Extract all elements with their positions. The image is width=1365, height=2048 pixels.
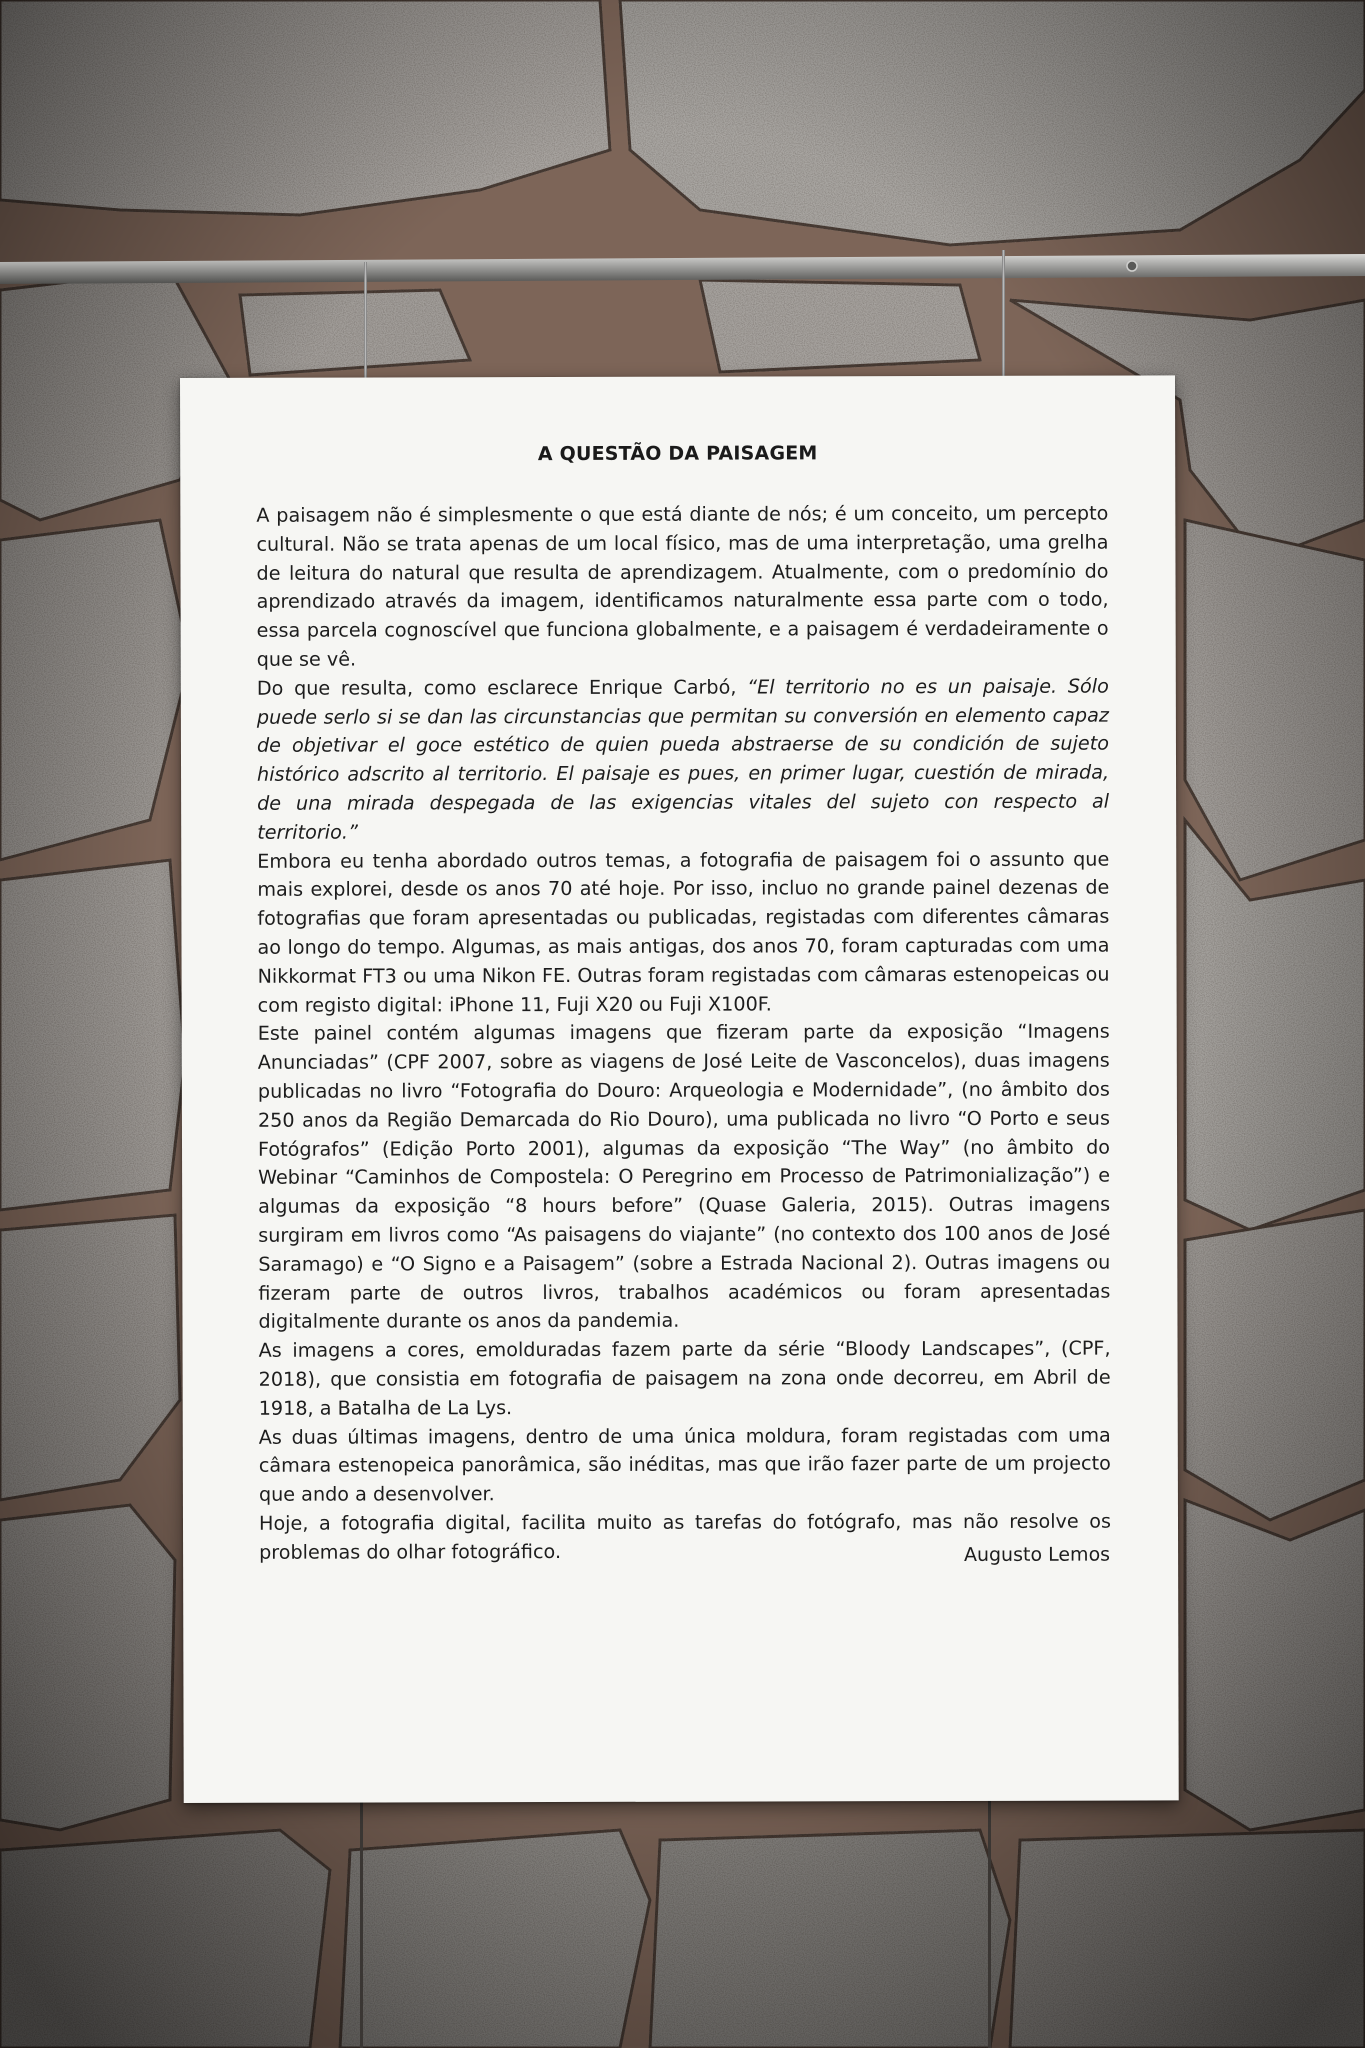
paragraph-4: Este painel contém algumas imagens que fizeram parte da exposição “Imagens Anunciadas” (CPF 2007, sobre as viagens de José Leite de Vasconcelos), duas imagens publicadas no livro “Fotografia do Douro: Arqueologia e Modernidade”, (no âmbito dos 250 anos da Região Demarcada do Rio Douro), uma publicada no livro “O Porto e seus Fotógrafos” (Edição Porto 2001), algumas da exposição “The Way” (no âmbito do Webinar “Caminhos de Compostela: O Peregrino em Processo de Patrimonialização”) e algumas da exposição “8 hours before” (Quase Galeria, 2015). Outras imagens surgiram em livros como “As paisagens do viajante” (no contexto dos 100 anos de José Saramago) e “O Signo e a Paisagem” (sobre a Estrada Nacional 2). Outras imagens ou fizeram parte de outros livros, trabalhos académicos ou foram apresentadas digitalmente durante os anos da pandemia.	[257, 1019, 1111, 1334]
hanging-wire-left-lower	[360, 1800, 363, 2048]
paragraph-1: A paisagem não é simplesmente o que está diante de nós; é um conceito, um percepto cultural. Não se trata apenas de um local físico, mas de uma interpretação, uma grelha de leitura do natural que resulta de aprendizagem. Atualmente, com o predomínio do aprendizado através da imagem, identificamos naturalmente essa parte com o todo, essa parcela cognoscível que funciona globalmente, e a paisagem é verdadeiramente o que se vê.	[256, 501, 1109, 671]
paragraph-3: Embora eu tenha abordado outros temas, a fotografia de paisagem foi o assunto que mais explorei, desde os anos 70 até hoje. Por isso, incluo no grande painel dezenas de fotografias que foram apresentadas ou publicadas, registadas com diferentes câmaras ao longo do tempo. Algumas, as mais antigas, dos anos 70, foram capturadas com uma Nikkormat FT3 ou uma Nikon FE. Outras foram registadas com câmaras estenopeicas ou com registo digital: iPhone 11, Fuji X20 ou Fuji X100F.	[257, 847, 1110, 1017]
author-signature: Augusto Lemos	[963, 1543, 1111, 1566]
exhibition-text-panel	[180, 375, 1179, 1803]
hanging-wire-left	[364, 262, 367, 384]
paragraph-2-intro: Do que resulta, como esclarece Enrique Carbó,	[256, 675, 748, 700]
hanging-rail	[0, 252, 1365, 286]
paragraph-7: Hoje, a fotografia digital, facilita muito as tarefas do fotógrafo, mas não resolve os problemas do olhar fotográfico.	[258, 1509, 1112, 1564]
paragraph-2	[257, 672, 1109, 847]
paragraph-5: As imagens a cores, emolduradas fazem parte da série “Bloody Landscapes”, (CPF, 2018), que consistia em fotografia de paisagem na zona onde decorreu, em Abril de 1918, a Batalha de La Lys.	[258, 1336, 1111, 1420]
panel-title: A QUESTÃO DA PAISAGEM	[537, 442, 818, 466]
rail-screw-icon	[1127, 261, 1137, 271]
hanging-wire-right	[1002, 250, 1005, 384]
hanging-wire-right-lower	[988, 1795, 991, 2048]
paragraph-2-quote: “El territorio no es un paisaje. Sólo puede serlo si se dan las circunstancias que permitan su conversión en elemento capaz de objetivar el goce estético de quien pueda abstraerse de su condición de sujeto histórico adscrito al territorio. El paisaje es pues, en primer lugar, cuestión de mirada, de una mirada despegada de las exigencias vitales del sujeto con respecto al territorio.”	[256, 674, 1110, 844]
paragraph-6: As duas últimas imagens, dentro de uma única moldura, foram registadas com uma câmara estenopeica panorâmica, são inéditas, mas que irão fazer parte de um projecto que ando a desenvolver.	[258, 1423, 1111, 1506]
panel-body	[256, 500, 1111, 1568]
